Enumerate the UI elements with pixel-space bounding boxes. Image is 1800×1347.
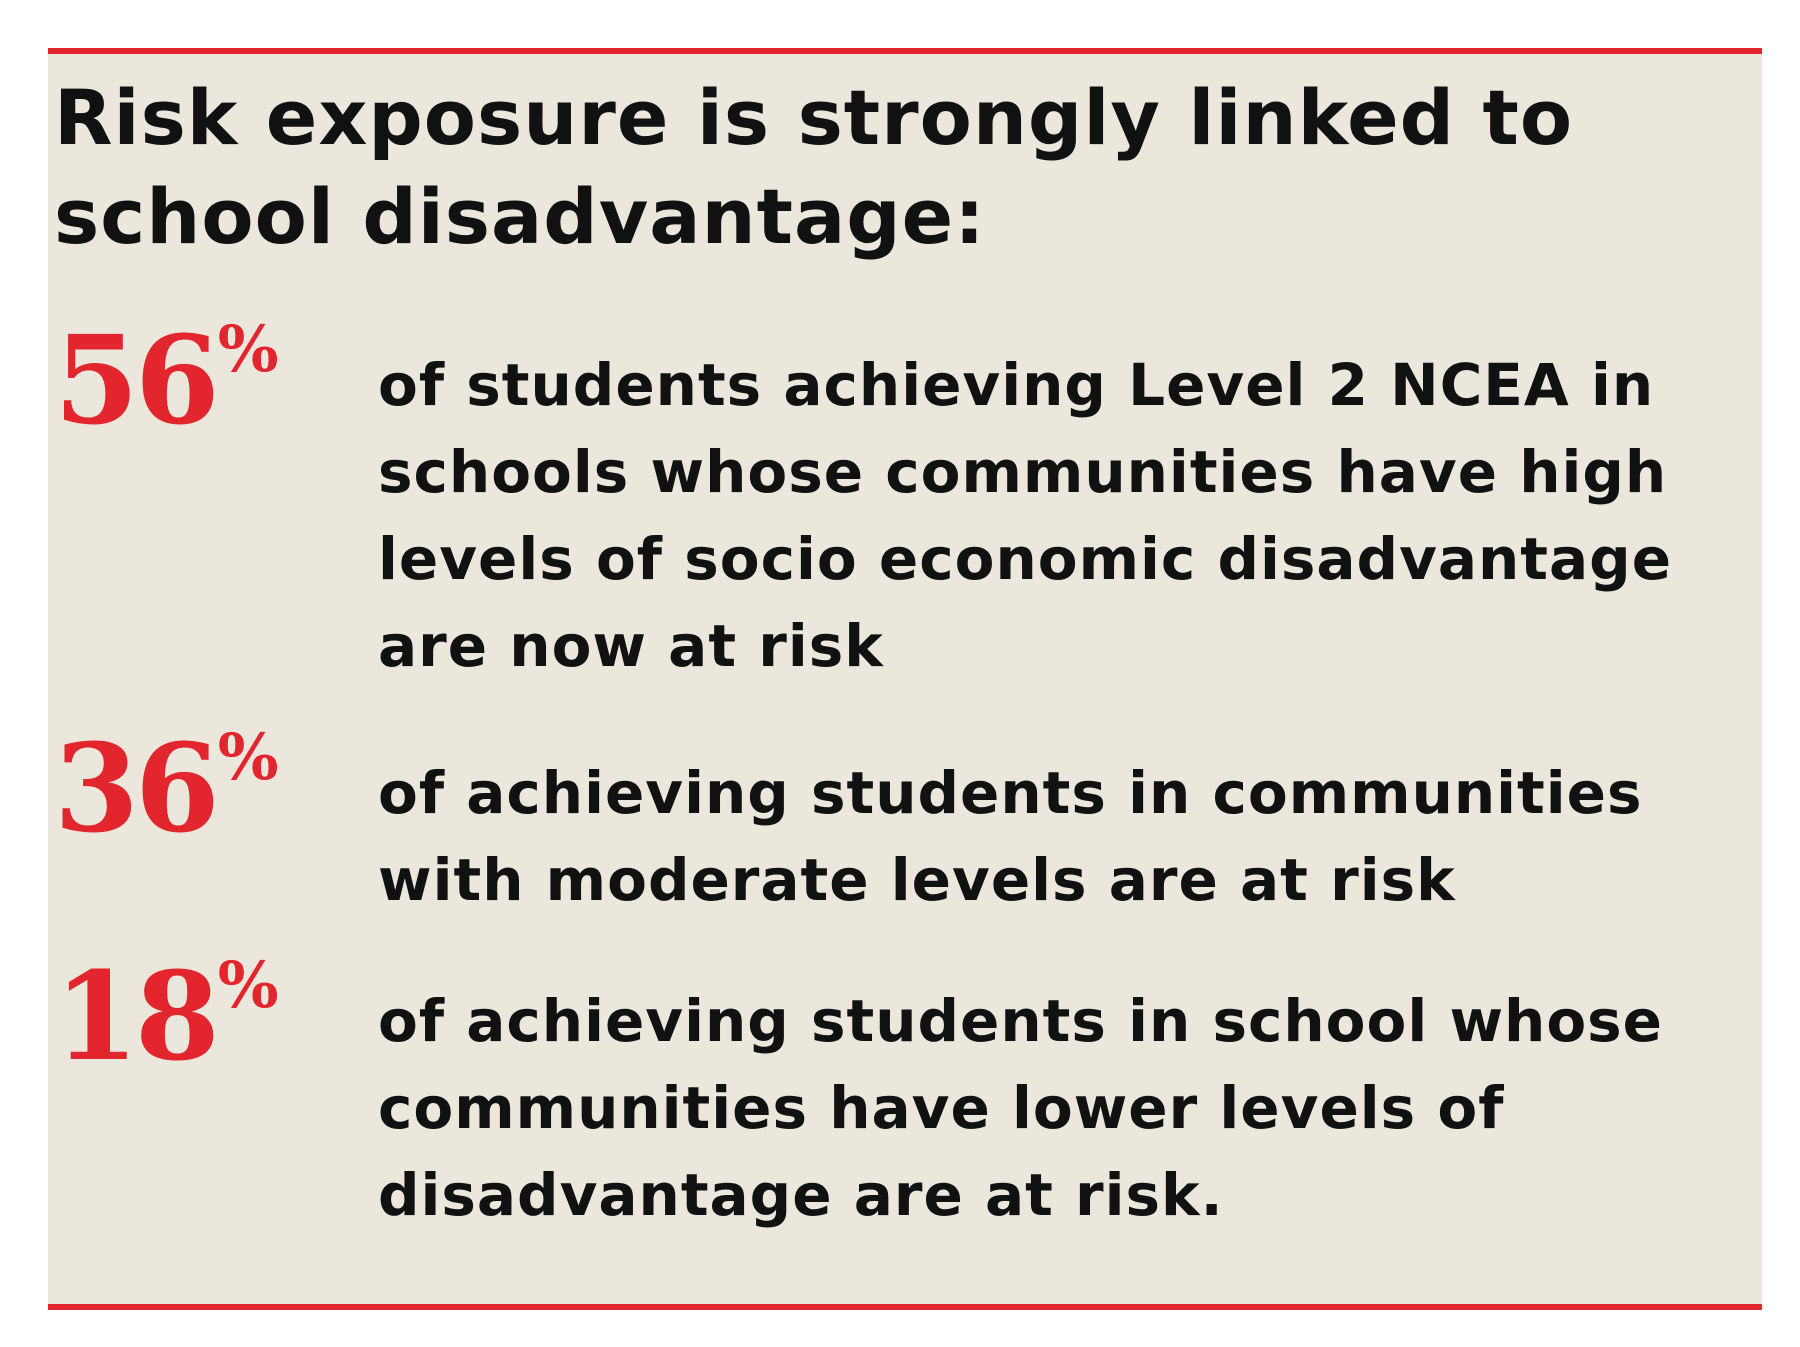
stat-number: 18	[54, 944, 216, 1088]
infographic-title: Risk exposure is strongly linked to school disadvantage:	[54, 73, 1574, 261]
stat-description: of achieving students in communities with moderate levels are at risk	[378, 759, 1643, 914]
stat-percentage	[54, 716, 314, 860]
percent-sign: %	[217, 720, 279, 795]
stat-number: 56	[54, 308, 216, 452]
percent-sign: %	[217, 312, 279, 387]
top-divider	[48, 48, 1762, 54]
stat-number: 36	[54, 716, 216, 860]
stat-percentage	[54, 308, 314, 452]
stat-description: of students achieving Level 2 NCEA in schools whose communities have high levels of socio economic disadvantage are now at risk	[378, 351, 1673, 680]
percent-sign: %	[217, 948, 279, 1023]
stat-percentage	[54, 944, 314, 1088]
stat-description: of achieving students in school whose communities have lower levels of disadvantage are at risk.	[378, 987, 1664, 1229]
bottom-divider	[48, 1304, 1762, 1310]
